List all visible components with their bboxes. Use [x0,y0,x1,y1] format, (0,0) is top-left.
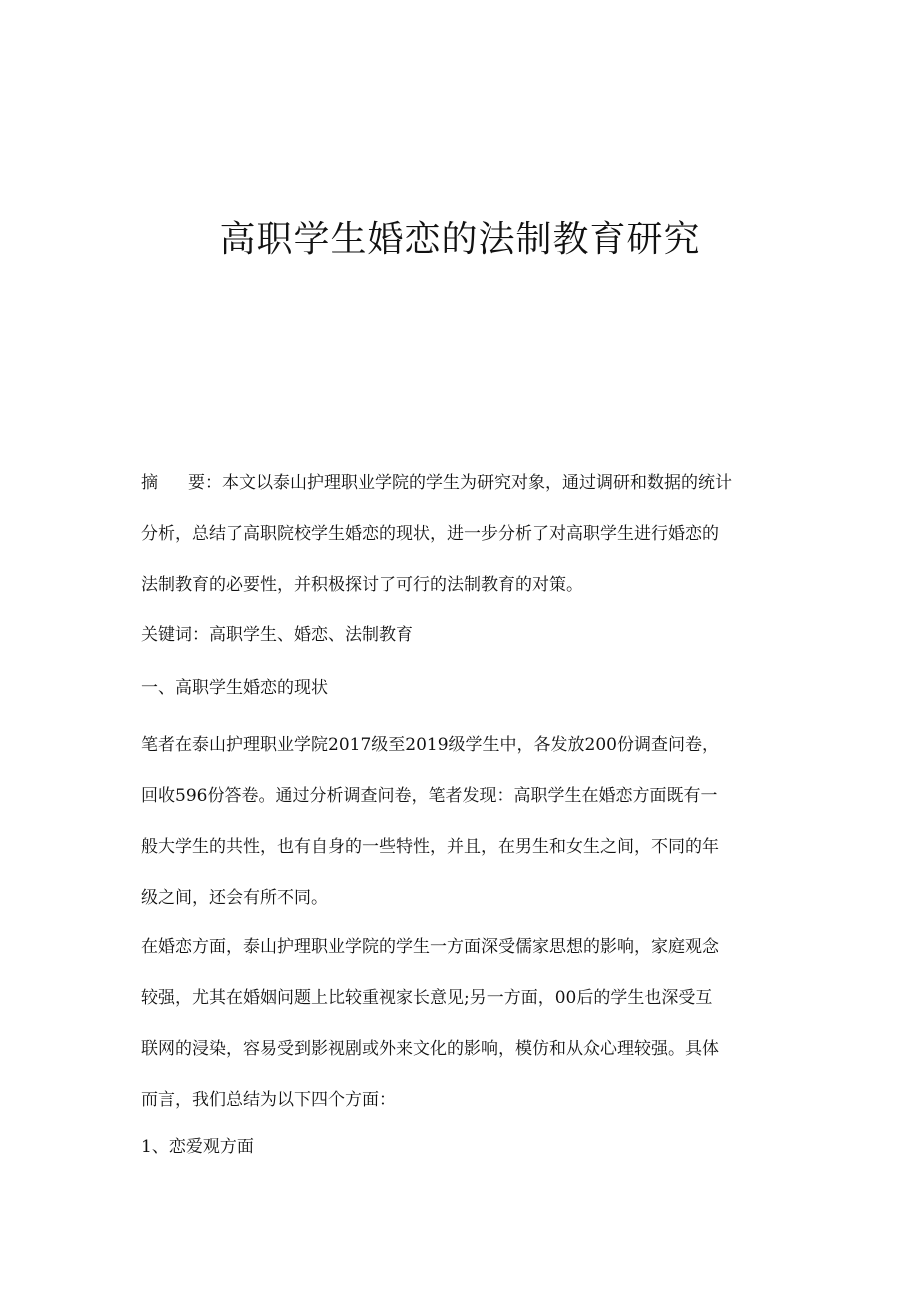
abstract-line-1 [141,458,787,509]
keywords [141,610,787,661]
abstract-text-3: 法制教育的必要性，并积极探讨了可行的法制教育的对策。 [141,575,583,595]
paragraph-2-line-2: 较强，尤其在婚姻问题上比较重视家长意见;另一方面，00后的学生也深受互 [141,988,713,1008]
subsection-1-heading: 1、恋爱观方面 [141,1137,254,1157]
section-heading [141,663,787,714]
abstract-label-2: 要： [188,473,222,493]
document-title: 高职学生婚恋的法制教育研究 [219,219,701,260]
abstract-text-2: 分析，总结了高职院校学生婚恋的现状，进一步分析了对高职学生进行婚恋的 [141,524,719,544]
paragraph-2 [141,922,787,1126]
paragraph-2-line-3: 联网的浸染，容易受到影视剧或外来文化的影响，模仿和从众心理较强。具体 [141,1039,719,1059]
paragraph-1-line-2: 回收596份答卷。通过分析调查问卷，笔者发现：高职学生在婚恋方面既有一 [141,786,718,806]
paragraph-1-line-4: 级之间，还会有所不同。 [141,888,328,908]
abstract-label-1: 摘 [141,473,158,493]
paragraph-2-line-4: 而言，我们总结为以下四个方面： [141,1090,396,1110]
section-1-heading: 一、高职学生婚恋的现状 [141,678,328,698]
paragraph-1-line-1: 笔者在泰山护理职业学院2017级至2019级学生中，各发放200份调查问卷， [141,735,719,755]
abstract [141,458,787,611]
abstract-text-1: 本文以泰山护理职业学院的学生为研究对象，通过调研和数据的统计 [222,473,732,493]
paragraph-1-line-3: 般大学生的共性，也有自身的一些特性，并且，在男生和女生之间，不同的年 [141,837,719,857]
paragraph-1 [141,720,787,924]
paragraph-2-line-1: 在婚恋方面，泰山护理职业学院的学生一方面深受儒家思想的影响，家庭观念 [141,937,719,957]
keywords-text: 关键词：高职学生、婚恋、法制教育 [141,625,413,645]
subsection-heading [141,1122,787,1173]
